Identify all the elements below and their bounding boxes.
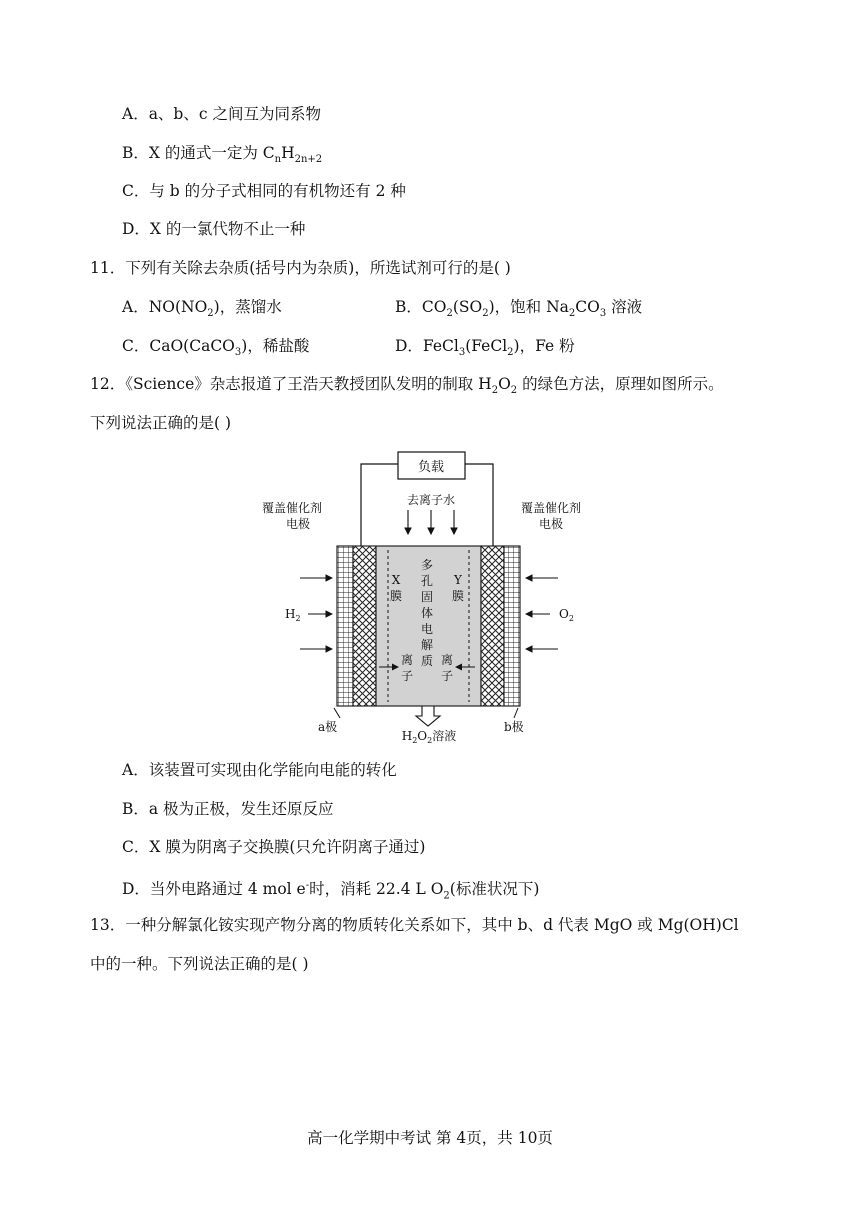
ion-right-label: 子 (440, 669, 454, 683)
product-label: $H_2O_2$溶液 (401, 729, 457, 745)
q12-option-c: C．X 膜为阴离子交换膜(只允许阴离子通过) (122, 838, 426, 856)
q10-option-c: C．与 b 的分子式相同的有机物还有 2 种 (122, 182, 406, 200)
x-membrane-label: 膜 (389, 589, 403, 603)
q12-option-b: B．a 极为正极，发生还原反应 (122, 800, 334, 818)
electrolyte-char: 多 (420, 558, 434, 572)
product-outlet-arrow (416, 706, 440, 726)
right-electrode-label: 电极 (538, 517, 564, 531)
q10-option-a: A．a、b、c 之间互为同系物 (122, 105, 321, 123)
q13-stem-line2: 中的一种。下列说法正确的是( ) (90, 955, 309, 973)
q10-option-d: D．X 的一氯代物不止一种 (122, 220, 306, 238)
left-catalyst-layer (353, 546, 376, 706)
q11-option-d: D．FeCl$_3$(FeCl$_2$)，Fe 粉 (395, 337, 575, 359)
q12-option-a: A．该装置可实现由化学能向电能的转化 (122, 761, 397, 779)
h2-label: $H_2$ (285, 607, 301, 623)
right-catalyst-layer (481, 546, 504, 706)
b-pole-leader (514, 708, 518, 718)
right-electrode-label: 覆盖催化剂 (520, 501, 582, 515)
q10-option-b: B．X 的通式一定为 $C_nH_{2n+2}$ (122, 144, 323, 166)
electrolyte-char: 电 (420, 622, 434, 636)
ion-left-label: 离 (400, 653, 414, 667)
right-electrode-grid (504, 546, 520, 706)
x-membrane-label: X (391, 573, 401, 587)
electrolyte-label (421, 558, 433, 668)
left-electrode-grid (337, 546, 353, 706)
left-electrode-label: 覆盖催化剂 (261, 501, 323, 515)
ion-right-label: 离 (440, 653, 454, 667)
electrolyte-char: 质 (420, 654, 434, 668)
y-membrane-label: 膜 (451, 589, 465, 603)
q11-option-b: B．$CO_2(SO_2)$，饱和 $Na_2CO_3$ 溶液 (395, 298, 643, 320)
a-pole-label: a极 (318, 720, 338, 734)
a-pole-leader (334, 708, 340, 718)
q12-option-d: D．当外电路通过 4 mol e-时，消耗 22.4 L $O_2$(标准状况下) (122, 880, 540, 902)
electrolyte-char: 体 (420, 606, 434, 620)
left-electrode-label: 电极 (285, 517, 311, 531)
electrolysis-diagram (261, 452, 598, 745)
y-membrane-label: Y (454, 573, 462, 587)
electrolyte-char: 固 (420, 590, 434, 604)
q11-stem: 11．下列有关除去杂质(括号内为杂质)，所选试剂可行的是( ) (90, 259, 511, 277)
deionized-water-label: 去离子水 (406, 493, 456, 507)
q12-stem-line1: 12．《Science》杂志报道了王浩天教授团队发明的制取 $H_2O_2$ 的绿色方法，原理如图所示。 (90, 375, 724, 397)
page-footer: 高一化学期中考试 第 4页，共 10页 (307, 1129, 553, 1147)
ion-left-label: 子 (400, 669, 414, 683)
b-pole-label: b极 (504, 720, 524, 734)
electrolyte-char: 解 (420, 638, 434, 652)
q11-option-c: C．CaO(CaCO$_3$)，稀盐酸 (122, 337, 310, 359)
electrolyte-char: 孔 (420, 574, 434, 588)
load-label: 负载 (417, 460, 445, 475)
q12-stem-line2: 下列说法正确的是( ) (90, 414, 232, 432)
q11-option-a: A．$NO(NO_2)$，蒸馏水 (122, 298, 282, 320)
o2-label: $O_2$ (559, 607, 574, 623)
q13-stem-line1: 13．一种分解氯化铵实现产物分离的物质转化关系如下，其中 b、d 代表 MgO 或 Mg(OH)Cl (90, 916, 739, 934)
